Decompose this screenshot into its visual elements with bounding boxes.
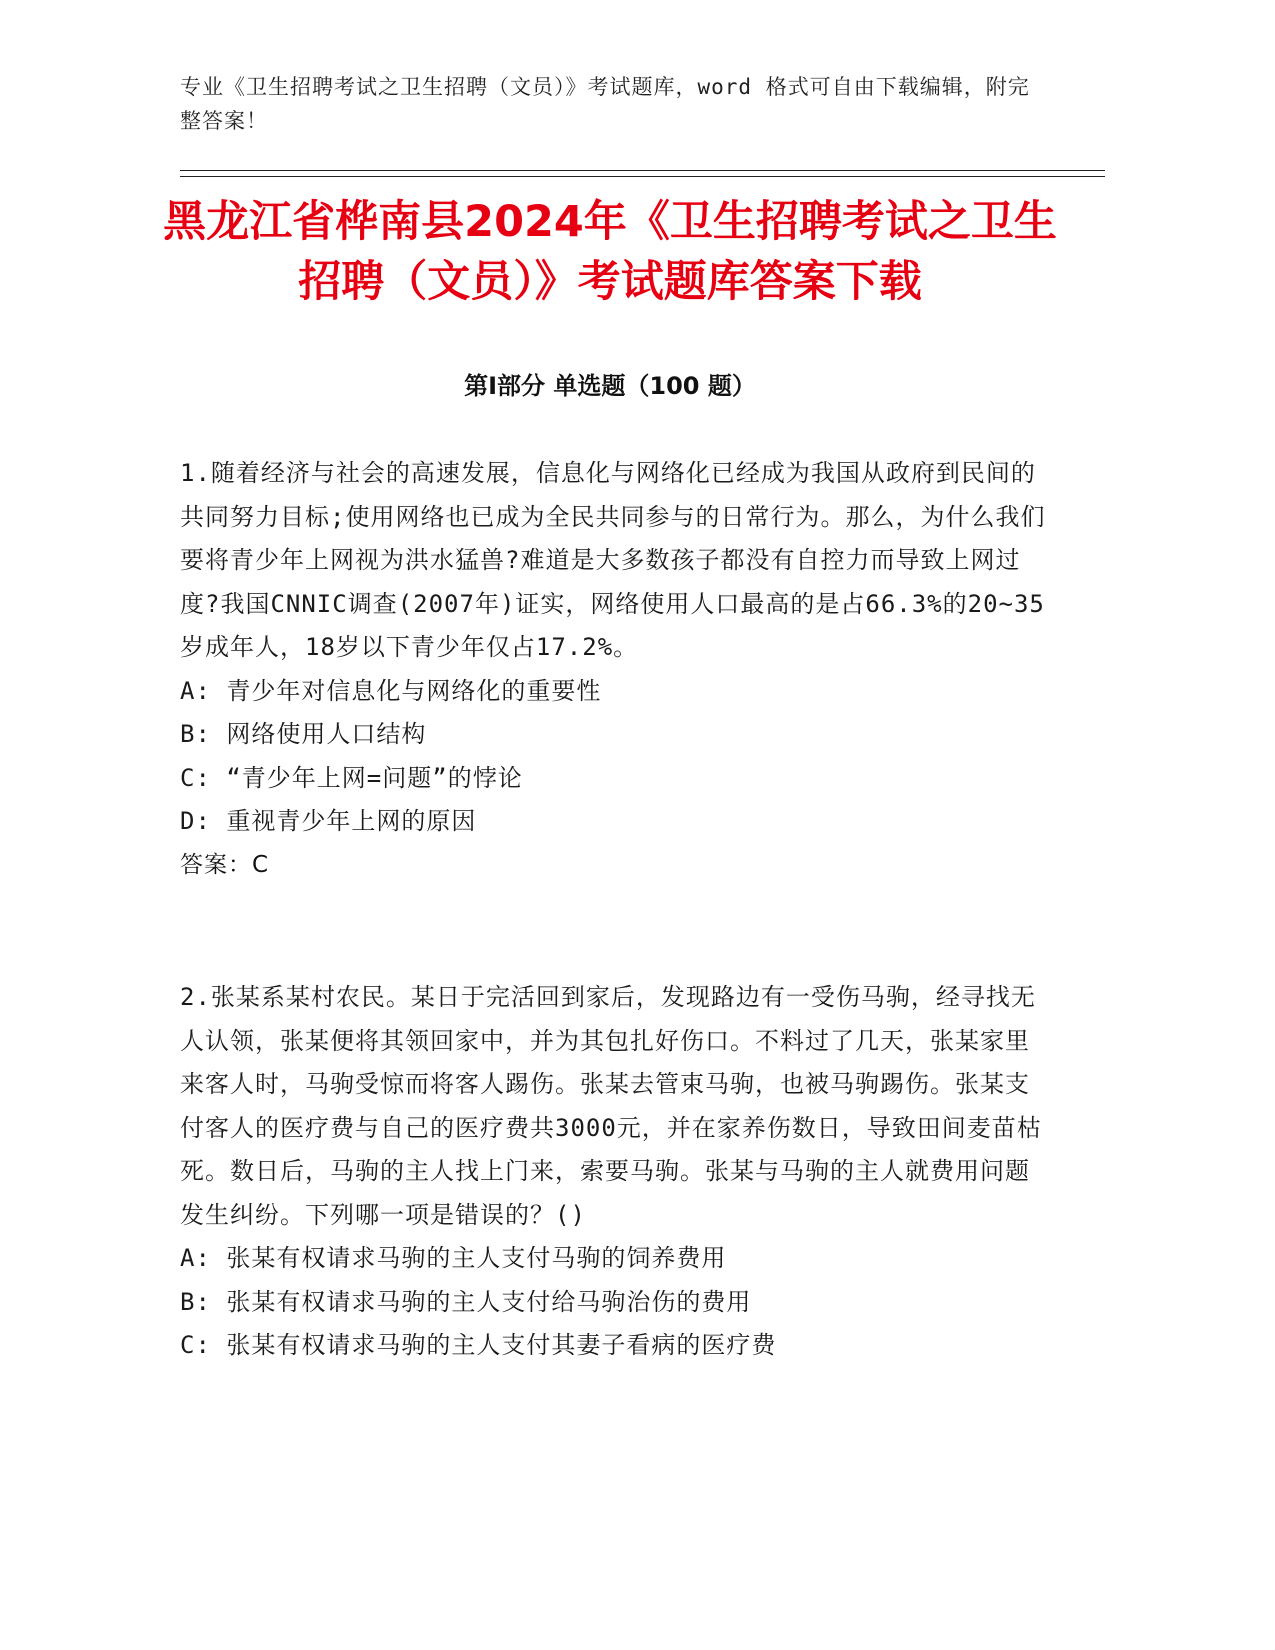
option-b: B: 网络使用人口结构 [180,720,427,748]
header-note: 专业《卫生招聘考试之卫生招聘（文员）》考试题库，word 格式可自由下载编辑，附完整答案！ [180,75,1030,133]
option-a: A: 张某有权请求马驹的主人支付马驹的饲养费用 [180,1244,727,1272]
question-stem: 2.张某系某村农民。某日于完活回到家后，发现路边有一受伤马驹，经寻找无人认领，张某便将其领回家中，并为其包扎好伤口。不料过了几天，张某家里来客人时，马驹受惊而将客人踢伤。张某去管束马驹，也被马驹踢伤。张某支付客人的医疗费与自己的医疗费共3000元，并在家养伤数日，导致田间麦苗枯死。数日后，马驹的主人找上门来，索要马驹。张某与马驹的主人就费用问题发生纠纷。下列哪一项是错误的？() [180,983,1042,1229]
answer-label: 答案：C [180,851,270,878]
option-c: C: 张某有权请求马驹的主人支付其妻子看病的医疗费 [180,1331,777,1359]
question-2 [180,976,1050,1368]
question-stem: 1.随着经济与社会的高速发展，信息化与网络化已经成为我国从政府到民间的共同努力目标;使用网络也已成为全民共同参与的日常行为。那么，为什么我们要将青少年上网视为洪水猛兽?难道是大多数孩子都没有自控力而导致上网过度?我国CNNIC调查(2007年)证实，网络使用人口最高的是占66.3%的20~35岁成年人，18岁以下青少年仅占17.2%。 [180,459,1046,661]
section-title: 第Ⅰ部分 单选题（100 题） [464,372,756,400]
option-d: D: 重视青少年上网的原因 [180,807,477,835]
header-rule-bottom [180,176,1105,177]
document-title: 黑龙江省桦南县2024年《卫生招聘考试之卫生招聘（文员）》考试题库答案下载 [163,197,1057,307]
option-c: C: “青少年上网=问题”的悖论 [180,763,523,792]
header-rule-top [180,170,1105,171]
question-1 [180,452,1050,887]
option-a: A: 青少年对信息化与网络化的重要性 [180,676,602,705]
option-b: B: 张某有权请求马驹的主人支付给马驹治伤的费用 [180,1287,752,1316]
